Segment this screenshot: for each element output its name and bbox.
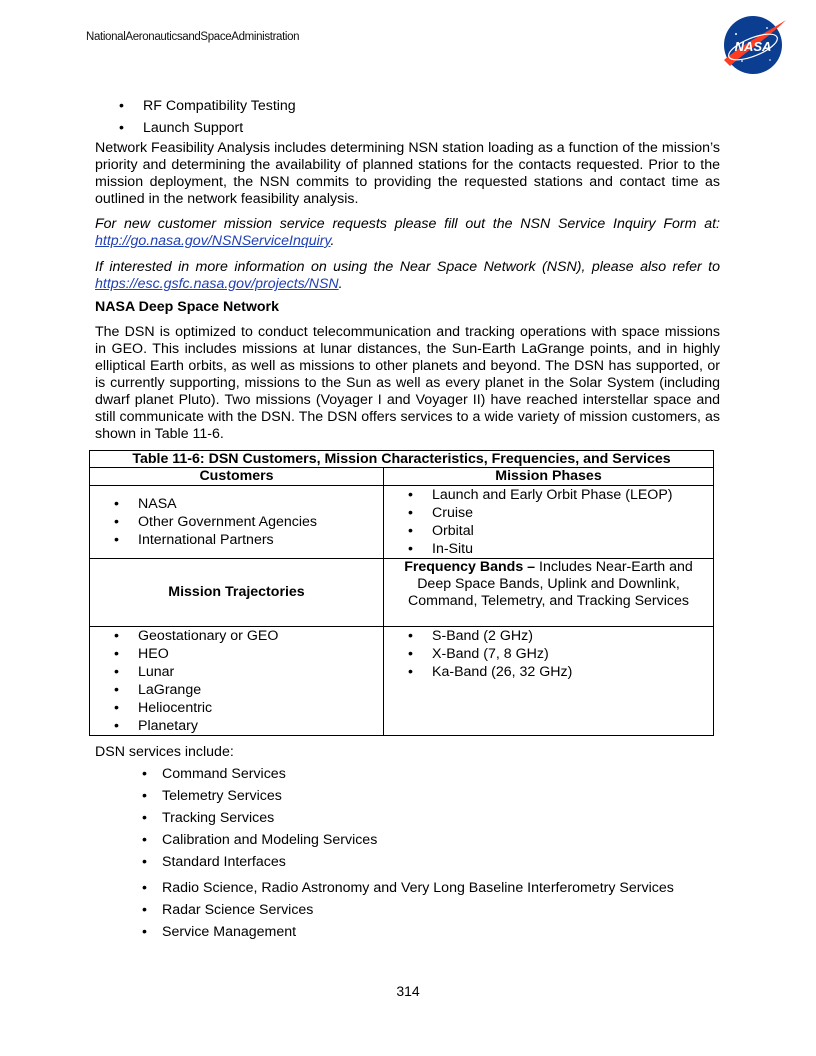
nsn-link[interactable]: https://esc.gsfc.nasa.gov/projects/NSN: [95, 276, 339, 292]
customers-list: [90, 495, 383, 549]
page-number: 314: [396, 983, 420, 999]
inquiry-text: For new customer mission service requests please fill out the NSN Service Inquiry Form at:: [95, 216, 720, 232]
list-item: • S-Band (2 GHz): [384, 627, 713, 645]
frequency-bands-description: Includes Near-Earth and Deep Space Bands, Uplink and Downlink, Command, Telemetry, and Tracking Services: [408, 559, 693, 609]
list-item: • Lunar: [90, 663, 383, 681]
list-item: • International Partners: [90, 531, 383, 549]
list-item: • Planetary: [90, 717, 383, 735]
dsn-services-section: [95, 744, 735, 943]
list-item: • Other Government Agencies: [90, 513, 383, 531]
list-item: • Ka-Band (26, 32 GHz): [384, 663, 713, 681]
inquiry-period: .: [330, 233, 335, 249]
list-item: • HEO: [90, 645, 383, 663]
mission-phases-cell: [384, 486, 714, 559]
list-item: • Launch Support: [95, 118, 720, 140]
list-item: • X-Band (7, 8 GHz): [384, 645, 713, 663]
mission-phases-list: [384, 486, 713, 558]
dsn-paragraph: The DSN is optimized to conduct telecommunication and tracking operations with space missions in GEO. This includes missions at lunar distances, the Sun-Earth LaGrange points, and in highly elliptical Earth orbits, as well as missions to other planets and beyond. The DSN has supported, or is currently supporting, missions to the Sun as well as every planet in the Solar System (including dwarf planet Pluto). Two missions (Voyager I and Voyager II) have reached interstellar space and still communicate with the DSN. The DSN offers services to a wide variety of mission customers, as shown in Table 11-6.: [95, 324, 720, 442]
list-item: • NASA: [90, 495, 383, 513]
list-item: • Telemetry Services: [95, 785, 735, 807]
trajectories-cell: [90, 627, 384, 736]
nasa-logo-icon: [720, 14, 788, 76]
customers-header: Customers: [90, 468, 384, 486]
list-item: • Service Management: [95, 921, 735, 943]
bands-list: [384, 627, 713, 681]
list-item: • Radar Science Services: [95, 899, 735, 921]
feasibility-paragraph: Network Feasibility Analysis includes determining NSN station loading as a function of the mission’s priority and determining the availability of planned stations for the contacts requested. Prior to the mission deployment, the NSN commits to providing the requested stations and contact time as outlined in the network feasibility analysis.: [95, 140, 720, 207]
list-item: • Geostationary or GEO: [90, 627, 383, 645]
customers-cell: [90, 486, 384, 559]
list-item: • RF Compatibility Testing: [95, 96, 720, 118]
list-item: • LaGrange: [90, 681, 383, 699]
trajectories-list: [90, 627, 383, 735]
list-item: • Cruise: [384, 504, 713, 522]
nsn-period: .: [338, 276, 343, 292]
list-item: • Standard Interfaces: [95, 851, 735, 873]
dsn-heading: NASA Deep Space Network: [95, 299, 279, 315]
list-item: • Radio Science, Radio Astronomy and Very Long Baseline Interferometry Services: [95, 877, 735, 899]
table-caption: Table 11-6: DSN Customers, Mission Characteristics, Frequencies, and Services: [90, 451, 714, 468]
mission-trajectories-header: Mission Trajectories: [90, 559, 384, 627]
list-item: • Calibration and Modeling Services: [95, 829, 735, 851]
inquiry-link[interactable]: http://go.nasa.gov/NSNServiceInquiry: [95, 233, 331, 249]
dsn-table: [89, 450, 714, 736]
services-list: [95, 763, 735, 943]
frequency-bands-label: Frequency Bands –: [404, 559, 536, 575]
mission-phases-header: Mission Phases: [384, 468, 714, 486]
list-item: • Command Services: [95, 763, 735, 785]
intro-bullet-list: [95, 96, 720, 140]
list-item: • Orbital: [384, 522, 713, 540]
nsn-paragraph: [95, 259, 720, 293]
list-item: • Heliocentric: [90, 699, 383, 717]
list-item: • Launch and Early Orbit Phase (LEOP): [384, 486, 713, 504]
nsn-text: If interested in more information on using the Near Space Network (NSN), please also refer to: [95, 259, 720, 275]
list-item: • In-Situ: [384, 540, 713, 558]
frequency-bands-header: [384, 559, 714, 627]
bands-cell: [384, 627, 714, 736]
services-intro: DSN services include:: [95, 744, 234, 760]
inquiry-paragraph: [95, 216, 720, 250]
svg-text:NASA: NASA: [734, 39, 772, 54]
main-content: [95, 96, 720, 443]
agency-header: NationalAeronauticsandSpaceAdministration: [86, 31, 300, 43]
list-item: • Tracking Services: [95, 807, 735, 829]
